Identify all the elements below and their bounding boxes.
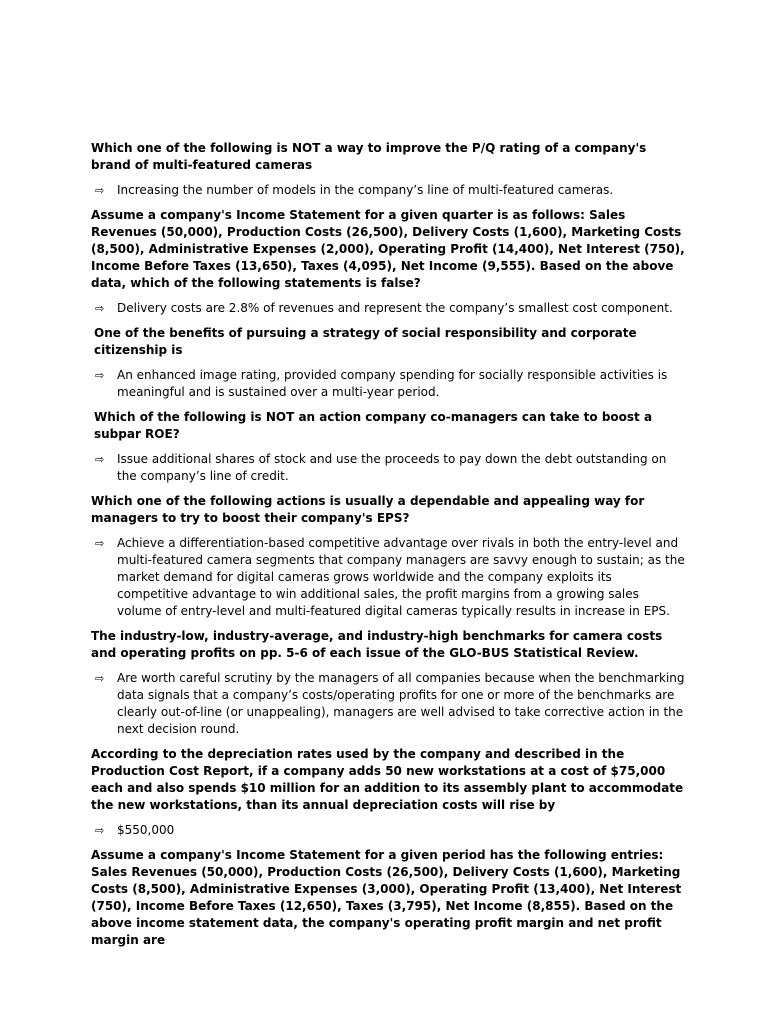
document-body: [91, 140, 686, 957]
answer-3: [91, 367, 686, 401]
right-arrow-icon: ⇨: [95, 672, 105, 685]
answer-5: [91, 535, 686, 620]
question-4: Which of the following is NOT an action company co-managers can take to boost a subpar ROE?: [94, 410, 653, 441]
right-arrow-icon: ⇨: [95, 302, 105, 315]
right-arrow-icon: ⇨: [95, 824, 105, 837]
answer-2: [91, 300, 686, 317]
question-5: Which one of the following actions is usually a dependable and appealing way for managers to try to boost their company's EPS?: [91, 494, 645, 525]
answer-6: [91, 670, 686, 738]
answer-3-text: An enhanced image rating, provided company spending for socially responsible activities is meaningful and is sustained over a multi-year period.: [117, 368, 668, 399]
question-6: The industry-low, industry-average, and industry-high benchmarks for camera costs and operating profits on pp. 5-6 of each issue of the GLO-BUS Statistical Review.: [91, 629, 663, 660]
right-arrow-icon: ⇨: [95, 184, 105, 197]
question-8: Assume a company's Income Statement for a given period has the following entries: Sales Revenues (50,000), Production Costs (26,500), Delivery Costs (1,600), Marketing Costs (8,500), Administrative Expenses (3,000), Operating Profit (13,400), Net Interest (750), Income Before Taxes (12,650), Taxes (3,795), Net Income (8,855). Based on the above income statement data, the company's operating profit margin and net profit margin are: [91, 848, 682, 947]
question-3: One of the benefits of pursuing a strategy of social responsibility and corporate citizenship is: [94, 326, 637, 357]
question-2: Assume a company's Income Statement for a given quarter is as follows: Sales Revenues (50,000), Production Costs (26,500), Delivery Costs (1,600), Marketing Costs (8,500), Administrative Expenses (2,000), Operating Profit (14,400), Net Interest (750), Income Before Taxes (13,650), Taxes (4,095), Net Income (9,555). Based on the above data, which of the following statements is false?: [91, 208, 685, 290]
question-7: According to the depreciation rates used by the company and described in the Production Cost Report, if a company adds 50 new workstations at a cost of $75,000 each and also spends $10 million for an addition to its assembly plant to accommodate the new workstations, than its annual depreciation costs will rise by: [91, 747, 684, 812]
right-arrow-icon: ⇨: [95, 369, 105, 382]
answer-4: [91, 451, 686, 485]
answer-6-text: Are worth careful scrutiny by the managers of all companies because when the benchmarking data signals that a company’s costs/operating profits for one or more of the benchmarks are clearly out-of-line (or unappealing), managers are well advised to take corrective action in the next decision round.: [117, 671, 685, 736]
answer-2-text: Delivery costs are 2.8% of revenues and represent the company’s smallest cost component.: [117, 301, 673, 315]
answer-5-text: Achieve a differentiation-based competitive advantage over rivals in both the entry-level and multi-featured camera segments that company managers are savvy enough to sustain; as the market demand for digital cameras grows worldwide and the company exploits its competitive advantage to win additional sales, the profit margins from a growing sales volume of entry-level and multi-featured digital cameras typically results in increase in EPS.: [117, 536, 685, 618]
answer-1-text: Increasing the number of models in the company’s line of multi-featured cameras.: [117, 183, 614, 197]
right-arrow-icon: ⇨: [95, 453, 105, 466]
right-arrow-icon: ⇨: [95, 537, 105, 550]
answer-7: [91, 822, 686, 839]
answer-1: [91, 182, 686, 199]
answer-4-text: Issue additional shares of stock and use the proceeds to pay down the debt outstanding on the company’s line of credit.: [117, 452, 667, 483]
question-1: Which one of the following is NOT a way to improve the P/Q rating of a company's brand of multi-featured cameras: [91, 141, 647, 172]
answer-7-text: $550,000: [117, 823, 175, 837]
